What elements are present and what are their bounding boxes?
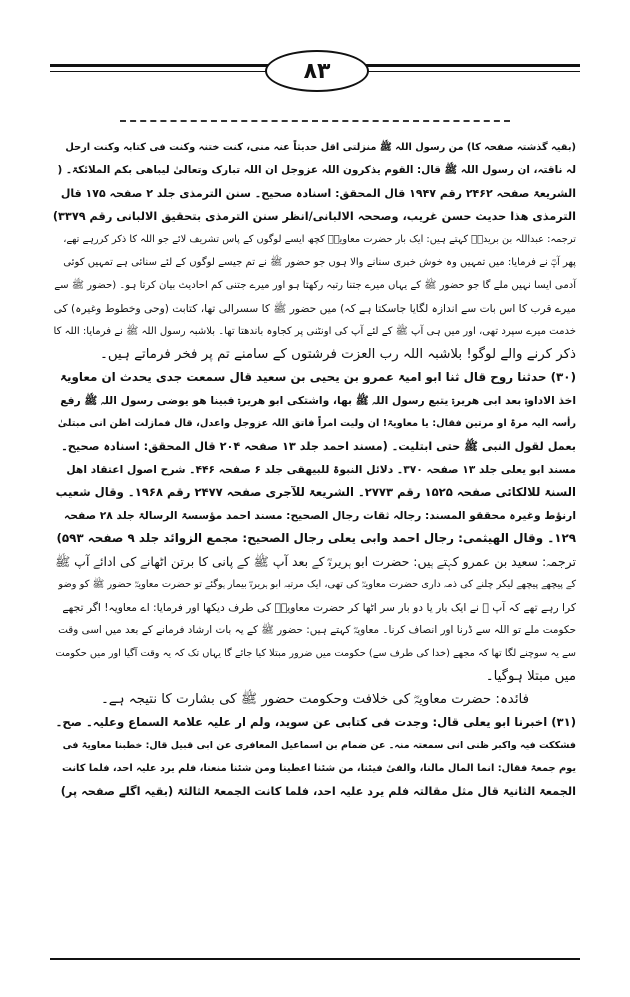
text-line: رأسہ الیہ مرۃ او مرتین فقال: یا معاویۃ! ان ولیت امراً فاتق اللہ عزوجل واعدل، قال فمازلت اظن انی مبتلیٰ xyxy=(57,418,576,429)
text-line: حکومت ملے تو اللہ سے ڈرنا اور انصاف کرنا۔ معاویہؓ کہتے ہیں: حضور ﷺ کے یہ بات ارشاد فرمانے کے بعد میں اسی وقت xyxy=(58,624,576,636)
text-line: آدمی ایسا نہیں ملے گا جو حضور ﷺ کے یہاں میرے جتنا رتبہ رکھتا ہو اور میرے جتنی کم احادیث بیان کرتا ہو۔ (حضور ﷺ سے xyxy=(54,280,576,291)
text-line: ۱۲۹۔ وقال الھیثمی: رجال احمد وابی یعلی رجال الصحیح: مجمع الزوائد جلد ۹ صفحہ ۵۹۳) xyxy=(56,531,576,545)
text-line: (بقیہ گذشتہ صفحہ کا) من رسول اللہ ﷺ منزلتی اقل حدیثاً عنہ منی، کنت ختنہ وکنت فی کتابہ وکنت ارحل xyxy=(65,142,576,153)
text-line: ذکر کرنے والے لوگو! بلاشبہ اللہ رب العزت فرشتوں کے سامنے تم پر فخر فرماتے ہیں۔ xyxy=(99,347,576,362)
text-line: الشریعۃ صفحہ ۲۴۶۲ رقم ۱۹۴۷ قال المحقق: اسنادہ صحیح۔ سنن الترمذی جلد ۲ صفحہ ۱۷۵ قال xyxy=(60,187,576,200)
text-line: خدمت میرے سپرد تھی، اور میں ہی آپ ﷺ کے لئے آپ کی اونٹنی پر کجاوہ باندھتا تھا۔ بلاشبہ رسول اللہ ﷺ نے فرمایا: اللہ کا xyxy=(53,326,576,337)
text-line: ترجمہ: عبداللہ بن بریدہؓ کہتے ہیں: ایک بار حضرت معاویہؓ کچھ ایسے لوگوں کے پاس تشریف لائے جو اللہ کا ذکر کررہے تھے، xyxy=(63,234,576,245)
text-line: الترمذی ھذا حدیث حسن غریب، وصححہ الالبانی/انظر سنن الترمذی بتحقیق الالبانی رقم ۳۳۷۹) xyxy=(52,210,576,223)
text-line: یوم جمعۃ فقال: انما المال مالنا، والفیٔ فیئنا، من شئنا اعطینا ومن شئنا منعنا، فلم یرد علیہ احد، فلما کانت xyxy=(61,763,576,774)
text-line: میرے قرب کا اس بات سے اندازہ لگایا جاسکتا ہے کہ) میں حضور ﷺ کا سسرالی تھا، کتابت (وحی وخطوط وغیرہ) کی xyxy=(53,302,576,315)
text-line: میں مبتلا ہوگیا۔ xyxy=(485,669,576,684)
text-line: فائدہ: حضرت معاویہؓ کی خلافت وحکومت حضور ﷺ کی بشارت کا نتیجہ ہے۔ xyxy=(100,692,530,707)
text-line: (۳۱) اخبرنا ابو یعلی قال: وجدت فی کتابی عن سوید، ولم ار علیہ علامۃ السماع وعلیہ۔ صح۔ xyxy=(55,715,576,729)
text-line: مسند ابو یعلی جلد ۱۳ صفحہ ۳۷۰۔ دلائل النبوۃ للبیھقی جلد ۶ صفحہ ۴۴۶۔ شرح اصول اعتقاد اھل xyxy=(66,463,576,476)
text-line: (۳۰) حدثنا روح قال ثنا ابو امیۃ عمرو بن یحیی بن سعید قال سمعت جدی یحدث ان معاویۃ xyxy=(60,370,576,384)
text-line: بعمل لقول النبی ﷺ حتی ابتلیت۔ (مسند احمد جلد ۱۳ صفحہ ۲۰۴ قال المحقق: اسنادہ صحیح۔ xyxy=(61,440,576,453)
text-line: پھر آپؓ نے فرمایا: میں تمہیں وہ خوش خبری سنانے والا ہوں جو حضور ﷺ نے تم جیسے لوگوں کے لئے سنائی ہے تمہیں کوئی xyxy=(63,257,576,268)
page-number: ۸۳ xyxy=(303,58,331,84)
text-line: لہ ناقتہ، ان رسول اللہ ﷺ قال: القوم یذکرون اللہ عزوجل ان اللہ تبارک وتعالیٰ لیباھی بکم الملائکۃ۔ ( xyxy=(57,164,576,176)
text-line: ترجمہ: سعید بن عمرو کہتے ہیں: حضرت ابو ہریرہؓ کے بعد آپ ﷺ کے پانی کا برتن اٹھانے کی ادائے آپ ﷺ xyxy=(55,554,576,569)
page-body-text xyxy=(54,136,576,803)
header-dashed-rule xyxy=(120,120,510,122)
text-line: کے پیچھے پیچھے لیکر چلنے کی ذمہ داری حضرت معاویہؓ کی تھی، ایک مرتبہ ابو ہریرہؓ بیمار ہوگئے تو حضرت معاویہؓ حضور ﷺ کو وضو xyxy=(58,579,576,590)
text-line: اخذ الاداوۃ بعد ابی ھریرۃ یتبع رسول اللہ ﷺ بھا، واشتکی ابو ھریرۃ فبینا ھو یوضی رسول اللہ ﷺ رفع xyxy=(60,394,576,407)
footer-rule xyxy=(50,958,580,960)
text-line: السنۃ للالکائی صفحہ ۱۵۲۵ رقم ۲۷۷۳۔ الشریعۃ للآجری صفحہ ۲۴۷۷ رقم ۱۹۶۸۔ وقال شعیب xyxy=(55,485,576,499)
text-line: کرا رہے تھے کہ آپ ﷺ نے ایک بار یا دو بار سر اٹھا کر حضرت معاویہؓ کی طرف دیکھا اور فرمایا: اے معاویہ! اگر تجھے xyxy=(62,601,576,614)
page-number-badge xyxy=(265,50,369,92)
text-line: ارنؤط وغیرہ محققو المسند: رجالہ ثقات رجال الصحیح: مسند احمد مؤسسۃ الرسالۃ جلد ۲۸ صفحہ xyxy=(64,509,576,522)
text-line: فشککت فیہ واکبر ظنی انی سمعتہ منہ۔ عن ضمام بن اسماعیل المعافری عن ابی قبیل قال: خطبنا معاویۃ فی xyxy=(62,740,576,751)
text-line: الجمعۃ الثانیۃ قال مثل مقالتہ فلم یرد علیہ احد، فلما کانت الجمعۃ الثالثۃ (بقیہ اگلے صفحہ پر) xyxy=(60,785,576,798)
text-line: سے یہ سوچنے لگا تھا کہ مجھے (خدا کی طرف سے) حکومت میں ضرور مبتلا کیا جائے گا یہاں تک کہ یہ وقت آگیا اور میں حکومت xyxy=(55,648,576,659)
